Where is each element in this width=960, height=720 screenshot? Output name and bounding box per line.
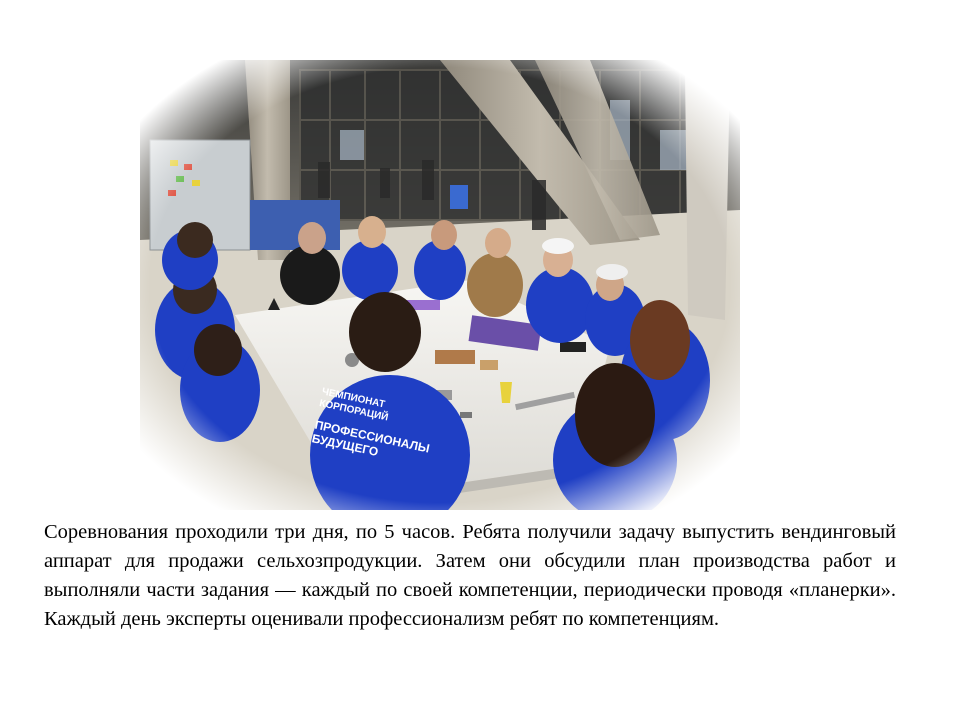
photo-vignette — [140, 60, 740, 510]
event-photo — [140, 60, 740, 510]
caption-text: Соревнования проходили три дня, по 5 часов. Ребята получили задачу выпустить вендинговый аппарат для продажи сельхозпродукции. Затем они обсудили план производства работ и выполняли части задания — каждый по своей компетенции, периодически проводя «планерки». Каждый день эксперты оценивали профессионализм ребят по компетенциям. — [44, 521, 896, 630]
photo-illustration — [140, 60, 740, 510]
